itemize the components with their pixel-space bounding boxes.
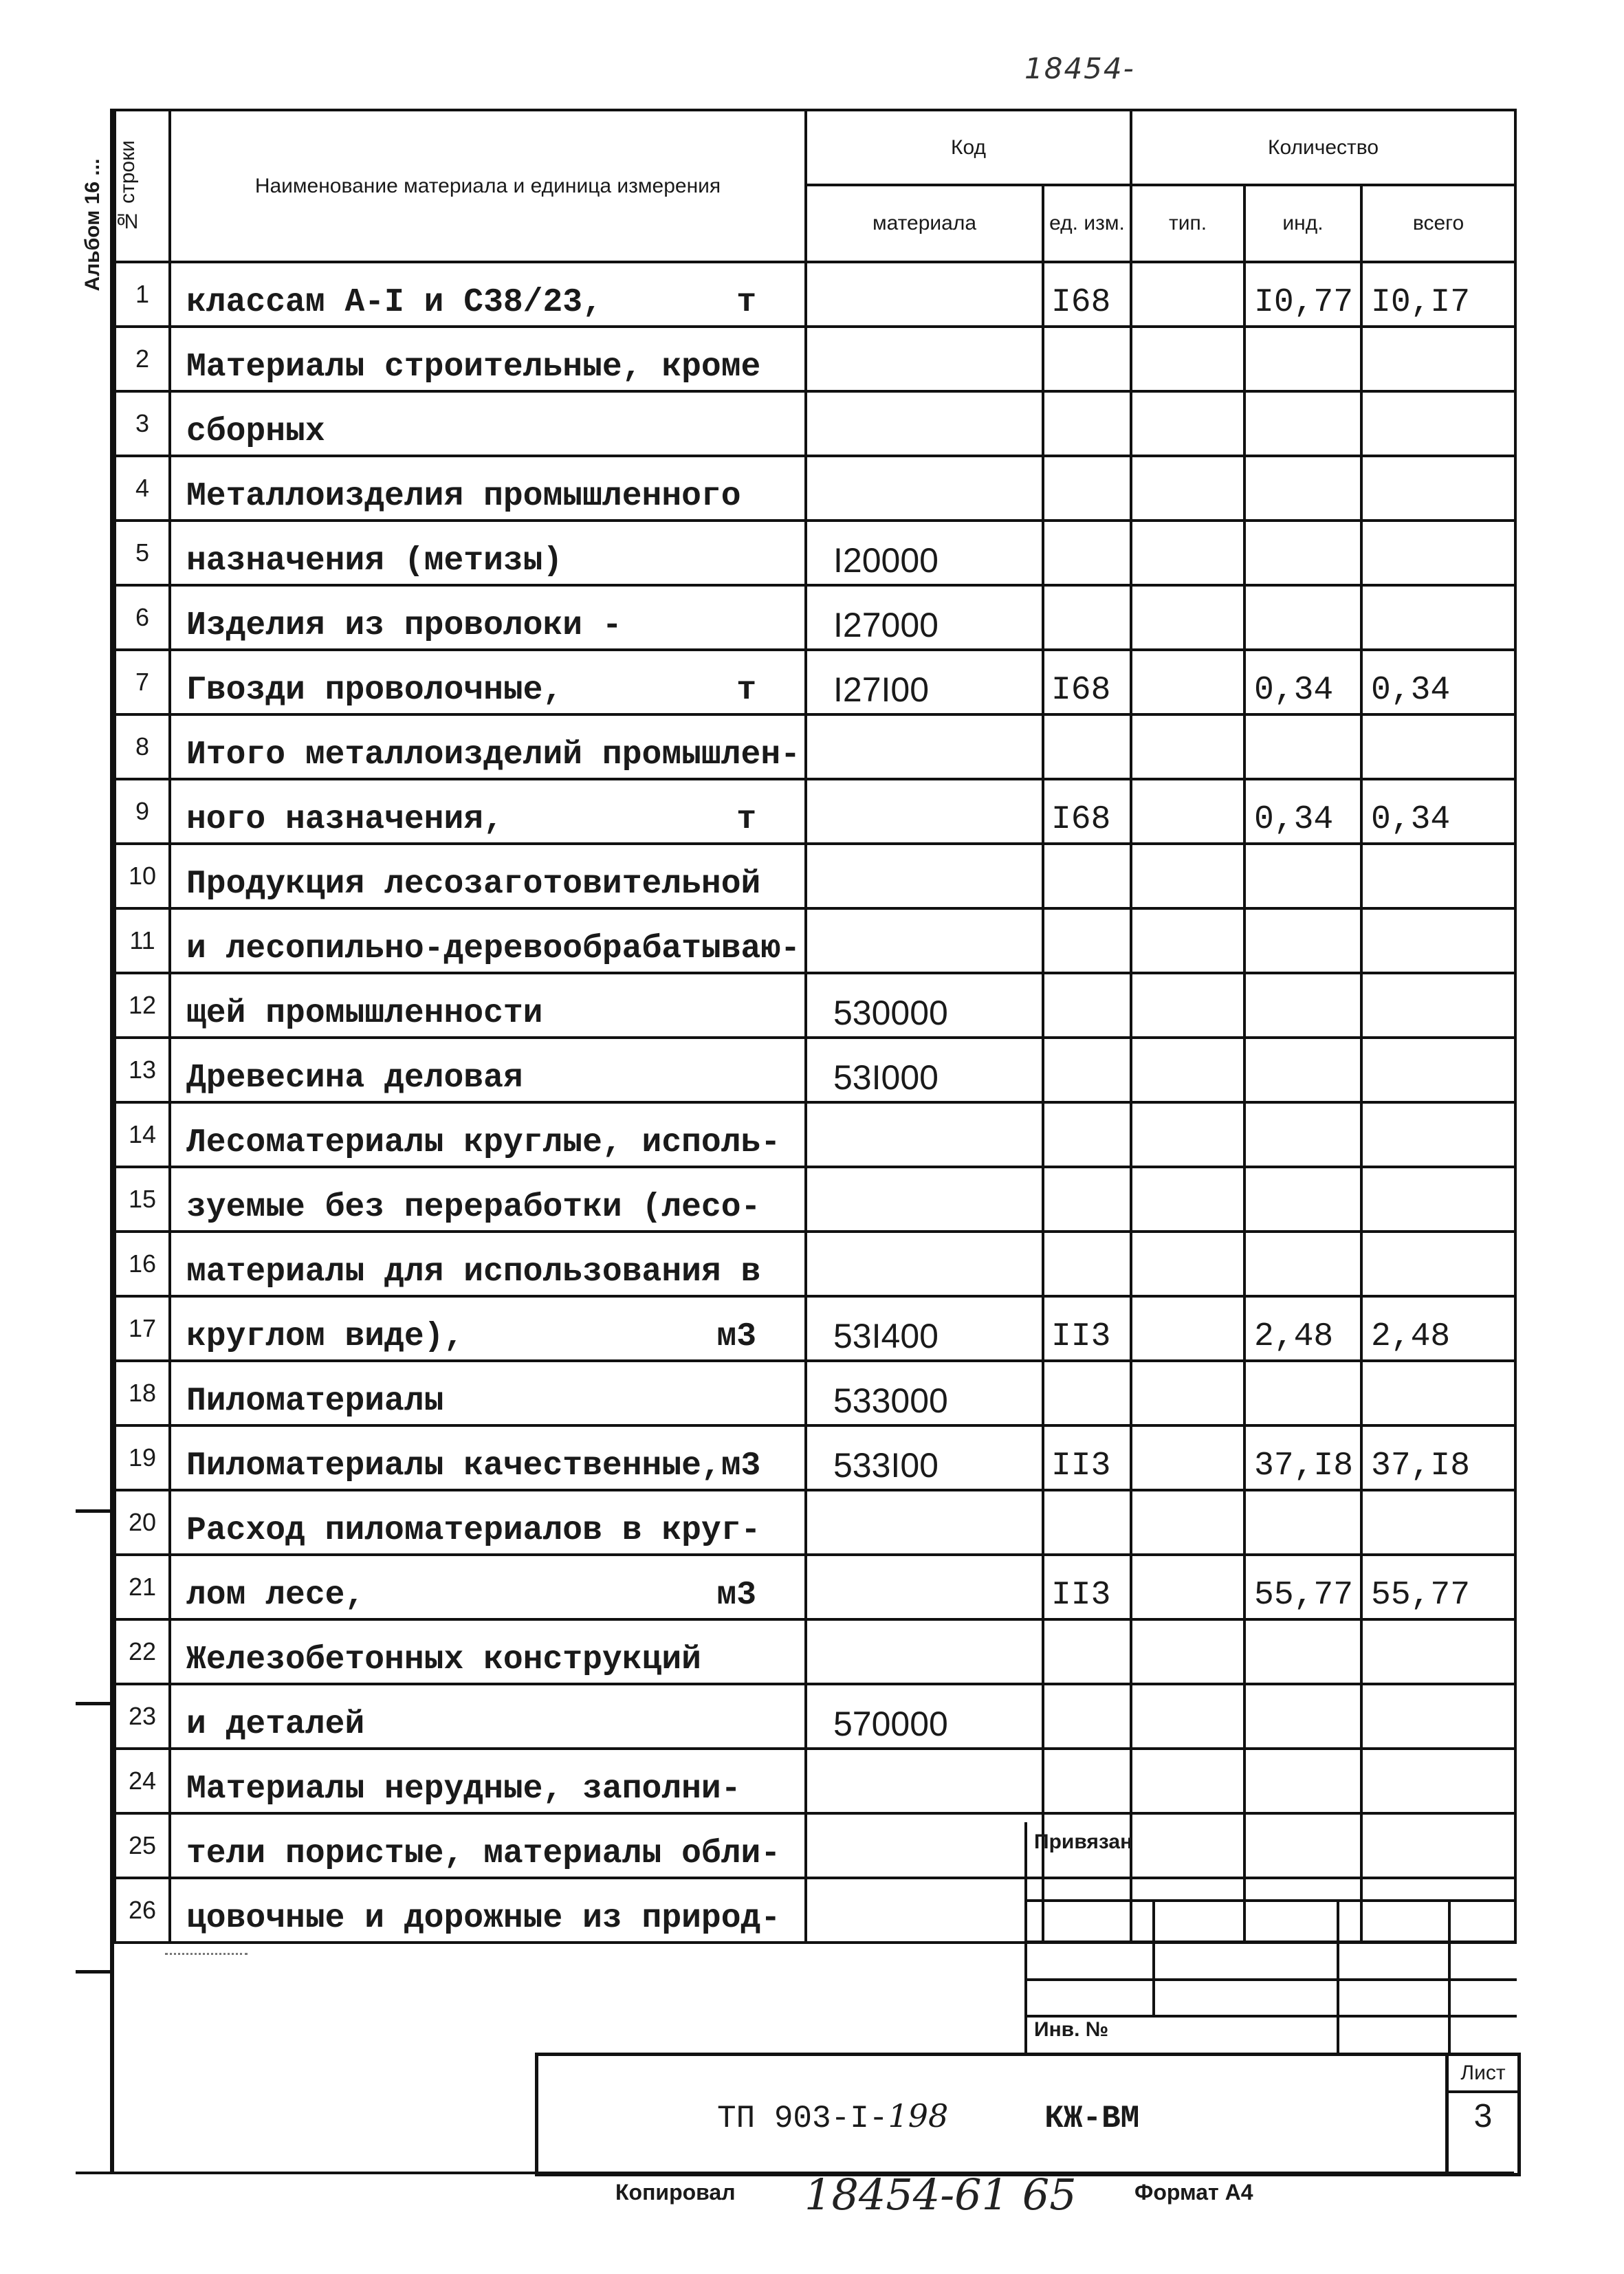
title-block bbox=[535, 2053, 1521, 2176]
unit-code-cell bbox=[1043, 585, 1131, 650]
header-quantity-group: Количество bbox=[1131, 110, 1515, 185]
row-number-cell: 6 bbox=[115, 585, 170, 650]
material-code-cell bbox=[806, 1813, 1043, 1878]
qty-type-cell bbox=[1131, 521, 1244, 585]
table-row bbox=[115, 391, 1515, 456]
table-row bbox=[115, 1296, 1515, 1361]
qty-total-cell bbox=[1361, 585, 1515, 650]
qty-type-cell bbox=[1131, 1749, 1244, 1813]
row-number-cell: 11 bbox=[115, 908, 170, 973]
qty-ind-cell bbox=[1244, 1167, 1361, 1232]
material-name-cell bbox=[170, 585, 806, 650]
qty-type-cell bbox=[1131, 844, 1244, 908]
material-name-cell bbox=[170, 1425, 806, 1490]
qty-ind-cell: 2,48 bbox=[1244, 1296, 1361, 1361]
material-name-cell bbox=[170, 1361, 806, 1425]
material-code-cell: I27I00 bbox=[806, 650, 1043, 714]
material-code-cell bbox=[806, 1878, 1043, 1943]
qty-type-cell bbox=[1131, 1102, 1244, 1167]
unit-code-cell: I68 bbox=[1043, 262, 1131, 327]
qty-type-cell bbox=[1131, 585, 1244, 650]
row-number-cell: 16 bbox=[115, 1232, 170, 1296]
row-number-cell: 1 bbox=[115, 262, 170, 327]
qty-ind-cell bbox=[1244, 1619, 1361, 1684]
row-number-cell: 5 bbox=[115, 521, 170, 585]
qty-total-cell bbox=[1361, 1102, 1515, 1167]
material-name-text: Лесоматериалы круглые, исполь- bbox=[186, 1124, 781, 1162]
material-code-cell bbox=[806, 714, 1043, 779]
unit-code-cell: II3 bbox=[1043, 1555, 1131, 1619]
table-row bbox=[115, 585, 1515, 650]
unit-code-cell: I68 bbox=[1043, 779, 1131, 844]
table-row bbox=[115, 779, 1515, 844]
qty-total-cell bbox=[1361, 1038, 1515, 1102]
row-number-cell: 23 bbox=[115, 1684, 170, 1749]
qty-total-cell bbox=[1361, 714, 1515, 779]
table-row bbox=[115, 521, 1515, 585]
material-name-text: назначения (метизы) bbox=[186, 543, 563, 580]
table-row bbox=[115, 1749, 1515, 1813]
qty-total-cell: 55,77 bbox=[1361, 1555, 1515, 1619]
header-code-material: материала bbox=[806, 185, 1043, 262]
qty-ind-cell bbox=[1244, 585, 1361, 650]
table-row bbox=[115, 714, 1515, 779]
qty-total-cell bbox=[1361, 844, 1515, 908]
qty-total-cell bbox=[1361, 973, 1515, 1038]
qty-total-cell: 0,34 bbox=[1361, 650, 1515, 714]
material-code-cell bbox=[806, 908, 1043, 973]
material-name-cell bbox=[170, 1555, 806, 1619]
material-name-text: материалы для использования в bbox=[186, 1254, 761, 1291]
qty-total-cell bbox=[1361, 1749, 1515, 1813]
material-name-text: цовочные и дорожные из природ- bbox=[186, 1900, 781, 1938]
unit-code-cell bbox=[1043, 844, 1131, 908]
header-material-name: Наименование материала и единица измерения bbox=[170, 110, 806, 262]
material-name-cell bbox=[170, 456, 806, 521]
header-row-number: № строки bbox=[115, 110, 170, 262]
bottom-frame-line bbox=[76, 2172, 1514, 2174]
qty-type-cell bbox=[1131, 327, 1244, 391]
material-name-cell bbox=[170, 1490, 806, 1555]
unit-code-cell bbox=[1043, 908, 1131, 973]
table-row bbox=[115, 1490, 1515, 1555]
format-label: Формат А4 bbox=[1134, 2180, 1253, 2205]
table-row bbox=[115, 1102, 1515, 1167]
table-row bbox=[115, 1361, 1515, 1425]
row-number-cell: 20 bbox=[115, 1490, 170, 1555]
doc-mark: КЖ-ВМ bbox=[1044, 2101, 1140, 2136]
row-number-cell: 12 bbox=[115, 973, 170, 1038]
row-number-cell: 19 bbox=[115, 1425, 170, 1490]
inventory-number-label: Инв. № bbox=[1034, 2018, 1109, 2041]
qty-ind-cell: 0,34 bbox=[1244, 650, 1361, 714]
material-name-cell bbox=[170, 391, 806, 456]
material-code-cell bbox=[806, 779, 1043, 844]
qty-ind-cell bbox=[1244, 391, 1361, 456]
unit-code-cell bbox=[1043, 1684, 1131, 1749]
qty-type-cell bbox=[1131, 1490, 1244, 1555]
unit-code-cell bbox=[1043, 1167, 1131, 1232]
material-name-cell bbox=[170, 1296, 806, 1361]
copied-label: Копировал bbox=[615, 2180, 736, 2205]
header-qty-type: тип. bbox=[1131, 185, 1244, 262]
qty-type-cell bbox=[1131, 262, 1244, 327]
material-name-text: Материалы строительные, кроме bbox=[186, 349, 761, 386]
sheet-number: 3 bbox=[1473, 2098, 1493, 2134]
qty-ind-cell bbox=[1244, 908, 1361, 973]
material-name-cell bbox=[170, 1684, 806, 1749]
qty-ind-cell: 55,77 bbox=[1244, 1555, 1361, 1619]
row-number-cell: 21 bbox=[115, 1555, 170, 1619]
qty-ind-cell bbox=[1244, 521, 1361, 585]
qty-total-cell bbox=[1361, 327, 1515, 391]
unit-code-cell bbox=[1043, 1361, 1131, 1425]
approval-stamp bbox=[1024, 1822, 1517, 2053]
material-name-text: Древесина деловая bbox=[186, 1060, 523, 1097]
table-row bbox=[115, 1167, 1515, 1232]
material-name-cell bbox=[170, 1232, 806, 1296]
unit-code-cell bbox=[1043, 391, 1131, 456]
qty-total-cell bbox=[1361, 391, 1515, 456]
qty-type-cell bbox=[1131, 456, 1244, 521]
material-code-cell bbox=[806, 1167, 1043, 1232]
table-row bbox=[115, 973, 1515, 1038]
material-code-cell bbox=[806, 1749, 1043, 1813]
material-code-cell: 533I00 bbox=[806, 1425, 1043, 1490]
header-qty-total: всего bbox=[1361, 185, 1515, 262]
material-name-cell bbox=[170, 1102, 806, 1167]
material-name-cell bbox=[170, 262, 806, 327]
unit-code-cell bbox=[1043, 456, 1131, 521]
qty-total-cell bbox=[1361, 1361, 1515, 1425]
row-number-cell: 2 bbox=[115, 327, 170, 391]
row-number-cell: 15 bbox=[115, 1167, 170, 1232]
unit-code-cell: I68 bbox=[1043, 650, 1131, 714]
archive-number: 18454- bbox=[1024, 52, 1135, 85]
material-code-cell bbox=[806, 327, 1043, 391]
qty-total-cell bbox=[1361, 1684, 1515, 1749]
material-name-text: классам А-I и С38/23, bbox=[186, 284, 602, 322]
document-designation bbox=[717, 2097, 1139, 2136]
material-name-cell bbox=[170, 327, 806, 391]
material-name-text: и лесопильно-деревообрабатываю- bbox=[186, 930, 800, 968]
qty-total-cell bbox=[1361, 456, 1515, 521]
unit-code-cell bbox=[1043, 1490, 1131, 1555]
qty-total-cell: 0,34 bbox=[1361, 779, 1515, 844]
unit-code-cell bbox=[1043, 1102, 1131, 1167]
qty-total-cell: 37,I8 bbox=[1361, 1425, 1515, 1490]
qty-total-cell bbox=[1361, 1619, 1515, 1684]
qty-type-cell bbox=[1131, 1232, 1244, 1296]
row-number-cell: 10 bbox=[115, 844, 170, 908]
material-name-text: Пиломатериалы bbox=[186, 1383, 444, 1421]
qty-total-cell: I0,I7 bbox=[1361, 262, 1515, 327]
material-code-cell bbox=[806, 1555, 1043, 1619]
material-name-text: круглом виде), bbox=[186, 1318, 464, 1356]
header-qty-ind: инд. bbox=[1244, 185, 1361, 262]
material-name-cell bbox=[170, 908, 806, 973]
row-number-cell: 7 bbox=[115, 650, 170, 714]
material-name-text: Пиломатериалы качественные,м3 bbox=[186, 1447, 761, 1485]
doc-code-handwritten: 198 bbox=[888, 2097, 949, 2134]
row-number-cell: 25 bbox=[115, 1813, 170, 1878]
material-name-cell bbox=[170, 1749, 806, 1813]
qty-ind-cell: I0,77 bbox=[1244, 262, 1361, 327]
materials-table bbox=[113, 109, 1517, 1944]
measure-unit-text: м3 bbox=[716, 1318, 756, 1356]
margin-tick bbox=[76, 1509, 113, 1513]
material-code-cell bbox=[806, 1102, 1043, 1167]
qty-total-cell bbox=[1361, 521, 1515, 585]
margin-tick bbox=[76, 1702, 113, 1705]
measure-unit-text: м3 bbox=[716, 1577, 756, 1615]
qty-type-cell bbox=[1131, 391, 1244, 456]
unit-code-cell bbox=[1043, 1619, 1131, 1684]
qty-type-cell bbox=[1131, 779, 1244, 844]
sheet-cell bbox=[1445, 2056, 1517, 2173]
qty-ind-cell bbox=[1244, 844, 1361, 908]
material-name-cell bbox=[170, 1878, 806, 1943]
unit-code-cell: II3 bbox=[1043, 1425, 1131, 1490]
material-name-text: Железобетонных конструкций bbox=[186, 1641, 701, 1679]
qty-ind-cell bbox=[1244, 714, 1361, 779]
row-number-cell: 22 bbox=[115, 1619, 170, 1684]
qty-total-cell bbox=[1361, 1167, 1515, 1232]
unit-code-cell bbox=[1043, 1749, 1131, 1813]
qty-type-cell bbox=[1131, 1555, 1244, 1619]
material-name-text: зуемые без переработки (лесо- bbox=[186, 1189, 761, 1227]
measure-unit-text: т bbox=[736, 672, 756, 710]
table-row bbox=[115, 327, 1515, 391]
material-code-cell bbox=[806, 1619, 1043, 1684]
material-code-cell bbox=[806, 844, 1043, 908]
table-row bbox=[115, 456, 1515, 521]
material-name-text: Итого металлоизделий промышлен- bbox=[186, 736, 800, 774]
unit-code-cell bbox=[1043, 714, 1131, 779]
measure-unit-text: т bbox=[736, 284, 756, 322]
table-row bbox=[115, 1038, 1515, 1102]
unit-code-cell bbox=[1043, 973, 1131, 1038]
material-name-text: Материалы нерудные, заполни- bbox=[186, 1771, 741, 1808]
qty-total-cell bbox=[1361, 908, 1515, 973]
qty-ind-cell: 37,I8 bbox=[1244, 1425, 1361, 1490]
qty-total-cell: 2,48 bbox=[1361, 1296, 1515, 1361]
table-row bbox=[115, 262, 1515, 327]
material-code-cell bbox=[806, 391, 1043, 456]
unit-code-cell bbox=[1043, 521, 1131, 585]
unit-code-cell bbox=[1043, 327, 1131, 391]
material-name-cell bbox=[170, 1619, 806, 1684]
table-row bbox=[115, 1619, 1515, 1684]
material-name-text: щей промышленности bbox=[186, 995, 543, 1033]
material-name-text: и деталей bbox=[186, 1706, 365, 1744]
qty-total-cell bbox=[1361, 1490, 1515, 1555]
table-row bbox=[115, 844, 1515, 908]
table-row bbox=[115, 1684, 1515, 1749]
material-code-cell: 533000 bbox=[806, 1361, 1043, 1425]
table-row bbox=[115, 1555, 1515, 1619]
doc-code: ТП 903-I- bbox=[717, 2101, 888, 2136]
material-code-cell: I27000 bbox=[806, 585, 1043, 650]
row-number-cell: 9 bbox=[115, 779, 170, 844]
qty-ind-cell bbox=[1244, 327, 1361, 391]
material-name-cell bbox=[170, 650, 806, 714]
qty-type-cell bbox=[1131, 1425, 1244, 1490]
row-number-cell: 17 bbox=[115, 1296, 170, 1361]
qty-ind-cell bbox=[1244, 1749, 1361, 1813]
material-name-cell bbox=[170, 973, 806, 1038]
qty-ind-cell bbox=[1244, 1361, 1361, 1425]
unit-code-cell bbox=[1043, 1232, 1131, 1296]
material-code-cell: 570000 bbox=[806, 1684, 1043, 1749]
material-name-cell bbox=[170, 779, 806, 844]
qty-type-cell bbox=[1131, 714, 1244, 779]
qty-type-cell bbox=[1131, 1296, 1244, 1361]
material-code-cell: I20000 bbox=[806, 521, 1043, 585]
material-name-text: сборных bbox=[186, 413, 325, 451]
material-code-cell: 530000 bbox=[806, 973, 1043, 1038]
row-number-cell: 14 bbox=[115, 1102, 170, 1167]
margin-tick bbox=[76, 1970, 113, 1974]
row-number-cell: 8 bbox=[115, 714, 170, 779]
qty-ind-cell bbox=[1244, 1102, 1361, 1167]
material-code-cell: 53I000 bbox=[806, 1038, 1043, 1102]
material-name-cell bbox=[170, 714, 806, 779]
qty-type-cell bbox=[1131, 1684, 1244, 1749]
material-name-text: Изделия из проволоки - bbox=[186, 607, 622, 645]
measure-unit-text: т bbox=[736, 801, 756, 839]
material-name-text: тели пористые, материалы обли- bbox=[186, 1835, 781, 1873]
sheet-label: Лист bbox=[1449, 2056, 1517, 2093]
material-name-cell bbox=[170, 1038, 806, 1102]
qty-ind-cell bbox=[1244, 1038, 1361, 1102]
qty-type-cell bbox=[1131, 1167, 1244, 1232]
qty-ind-cell bbox=[1244, 1232, 1361, 1296]
qty-ind-cell bbox=[1244, 1490, 1361, 1555]
unit-code-cell: II3 bbox=[1043, 1296, 1131, 1361]
material-name-text: Металлоизделия промышленного bbox=[186, 478, 741, 516]
material-name-text: Продукция лесозаготовительной bbox=[186, 866, 761, 904]
table-row bbox=[115, 908, 1515, 973]
qty-type-cell bbox=[1131, 908, 1244, 973]
material-name-text: лом лесе, bbox=[186, 1577, 365, 1615]
qty-type-cell bbox=[1131, 1619, 1244, 1684]
material-code-cell bbox=[806, 1490, 1043, 1555]
row-number-cell: 24 bbox=[115, 1749, 170, 1813]
material-name-text: Расход пиломатериалов в круг- bbox=[186, 1512, 761, 1550]
qty-ind-cell: 0,34 bbox=[1244, 779, 1361, 844]
qty-type-cell bbox=[1131, 973, 1244, 1038]
qty-ind-cell bbox=[1244, 456, 1361, 521]
privyazan-label: Привязан bbox=[1034, 1830, 1133, 1853]
qty-type-cell bbox=[1131, 1038, 1244, 1102]
row-number-cell: 26 bbox=[115, 1878, 170, 1943]
material-name-cell bbox=[170, 1813, 806, 1878]
qty-type-cell bbox=[1131, 1361, 1244, 1425]
material-code-cell bbox=[806, 262, 1043, 327]
material-name-text: Гвозди проволочные, bbox=[186, 672, 563, 710]
table-row bbox=[115, 650, 1515, 714]
qty-ind-cell bbox=[1244, 1684, 1361, 1749]
album-label-text: Альбом 16 ... bbox=[81, 158, 104, 292]
qty-type-cell bbox=[1131, 650, 1244, 714]
row-number-cell: 18 bbox=[115, 1361, 170, 1425]
header-code-unit: ед. изм. bbox=[1043, 185, 1131, 262]
material-code-cell bbox=[806, 1232, 1043, 1296]
qty-ind-cell bbox=[1244, 973, 1361, 1038]
material-code-cell: 53I400 bbox=[806, 1296, 1043, 1361]
material-code-cell bbox=[806, 456, 1043, 521]
table-row bbox=[115, 1232, 1515, 1296]
material-name-cell bbox=[170, 844, 806, 908]
material-name-cell bbox=[170, 521, 806, 585]
row-number-cell: 4 bbox=[115, 456, 170, 521]
row-number-cell: 13 bbox=[115, 1038, 170, 1102]
material-name-text: ного назначения, bbox=[186, 801, 503, 839]
handwritten-copy-number: 18454-61 65 bbox=[804, 2169, 1077, 2220]
row-number-cell: 3 bbox=[115, 391, 170, 456]
qty-total-cell bbox=[1361, 1232, 1515, 1296]
header-code-group: Код bbox=[806, 110, 1131, 185]
material-name-cell bbox=[170, 1167, 806, 1232]
unit-code-cell bbox=[1043, 1038, 1131, 1102]
pencil-mark bbox=[165, 1932, 248, 1955]
table-row bbox=[115, 1425, 1515, 1490]
